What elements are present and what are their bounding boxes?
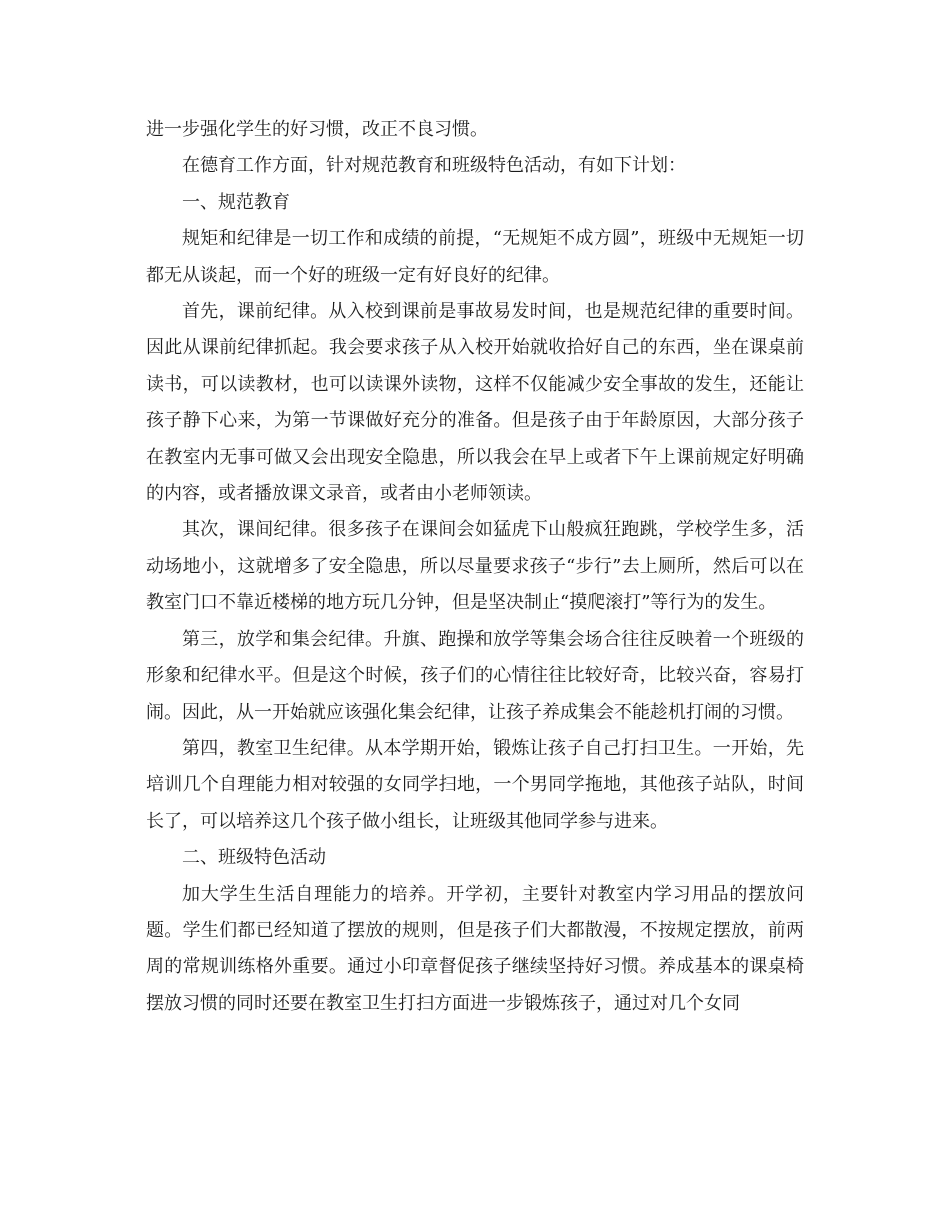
document-body <box>146 112 804 1022</box>
paragraph-rules: 规矩和纪律是一切工作和成绩的前提，“无规矩不成方圆”，班级中无规矩一切都无从谈起，而一个好的班级一定有好良好的纪律。 <box>146 228 804 286</box>
paragraph-recess: 其次，课间纪律。很多孩子在课间会如猛虎下山般疯狂跑跳，学校学生多，活动场地小，这就增多了安全隐患，所以尽量要求孩子“步行”去上厕所，然后可以在教室门口不靠近楼梯的地方玩几分钟，但是坚决制止“摸爬滚打”等行为的发生。 <box>146 519 804 614</box>
paragraph-assembly: 第三，放学和集会纪律。升旗、跑操和放学等集会场合往往反映着一个班级的形象和纪律水平。但是这个时候，孩子们的心情往往比较好奇，比较兴奋，容易打闹。因此，从一开始就应该强化集会纪律，让孩子养成集会不能趁机打闹的习惯。 <box>146 628 804 723</box>
paragraph-hygiene: 第四，教室卫生纪律。从本学期开始，锻炼让孩子自己打扫卫生。一开始，先培训几个自理能力相对较强的女同学扫地，一个男同学拖地，其他孩子站队，时间长了，可以培养这几个孩子做小组长，让班级其他同学参与进来。 <box>146 737 804 832</box>
paragraph-continuation: 进一步强化学生的好习惯，改正不良习惯。 <box>146 119 488 140</box>
section-heading-activities: 二、班级特色活动 <box>182 847 326 869</box>
paragraph-self-care: 加大学生生活自理能力的培养。开学初，主要针对教室内学习用品的摆放问题。学生们都已经知道了摆放的规则，但是孩子们大都散漫，不按规定摆放，前两周的常规训练格外重要。通过小印章督促孩子继续坚持好习惯。养成基本的课桌椅摆放习惯的同时还要在教室卫生打扫方面进一步锻炼孩子，通过对几个女同 <box>146 883 804 1014</box>
paragraph-pre-class: 首先，课前纪律。从入校到课前是事故易发时间，也是规范纪律的重要时间。因此从课前纪律抓起。我会要求孩子从入校开始就收拾好自己的东西，坐在课桌前读书，可以读教材，也可以读课外读物，这样不仅能减少安全事故的发生，还能让孩子静下心来，为第一节课做好充分的准备。但是孩子由于年龄原因，大部分孩子在教室内无事可做又会出现安全隐患，所以我会在早上或者下午上课前规定好明确的内容，或者播放课文录音，或者由小老师领读。 <box>146 301 804 505</box>
paragraph-intro: 在德育工作方面，针对规范教育和班级特色活动，有如下计划： <box>182 155 686 177</box>
section-heading-norms: 一、规范教育 <box>182 191 290 213</box>
